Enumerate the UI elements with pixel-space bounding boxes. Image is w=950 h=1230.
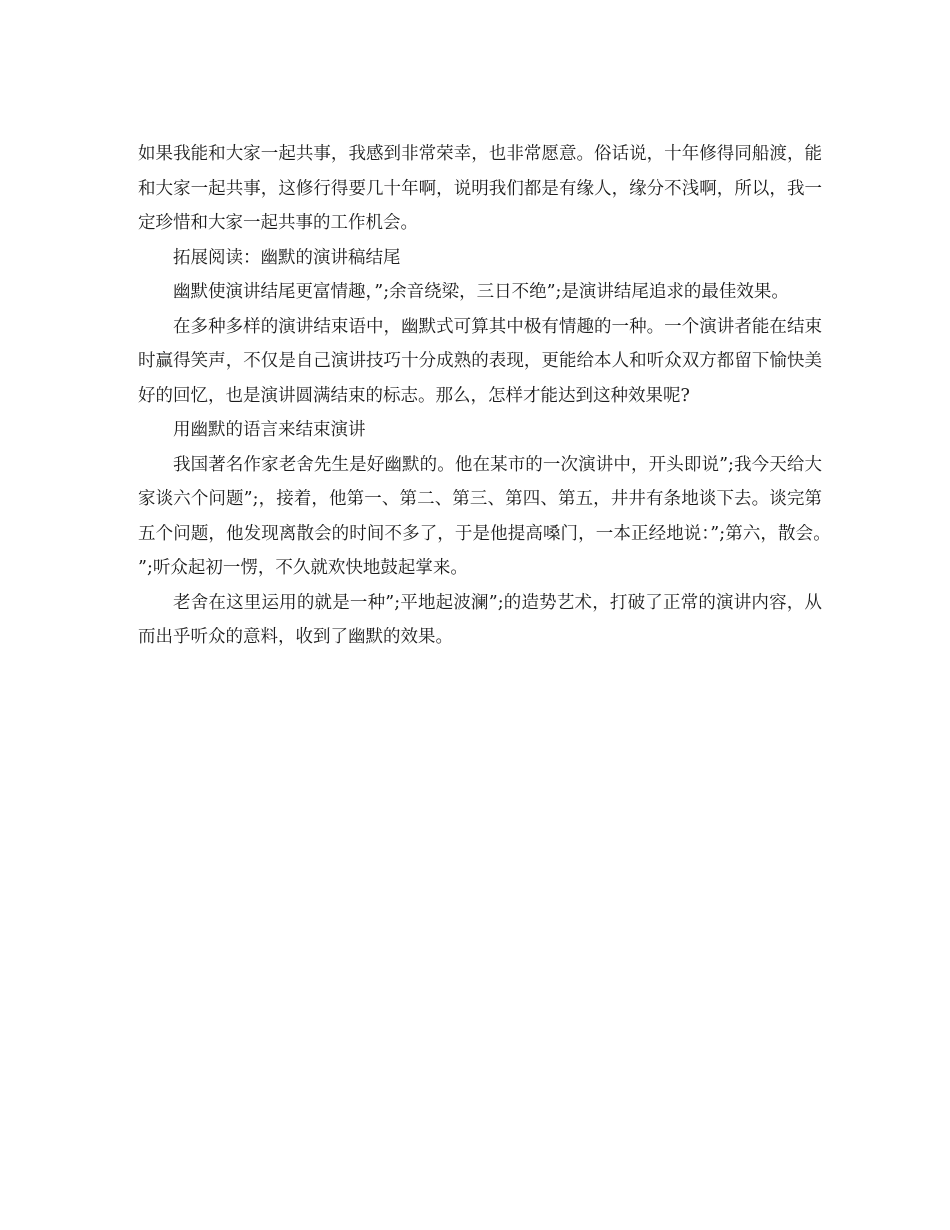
document-body — [138, 137, 822, 655]
section-heading-extended-reading: 拓展阅读：幽默的演讲稿结尾 — [173, 247, 401, 268]
paragraph-humor-ending: 在多种多样的演讲结束语中，幽默式可算其中极有情趣的一种。一个演讲者能在结束时赢得笑声，不仅是自己演讲技巧十分成熟的表现，更能给本人和听众双方都留下愉快美好的回忆，也是演讲圆满结束的标志。那么，怎样才能达到这种效果呢? — [138, 316, 822, 406]
paragraph-laoshe-analysis: 老舍在这里运用的就是一种”;平地起波澜”;的造势艺术，打破了正常的演讲内容，从而出乎听众的意料，收到了幽默的效果。 — [138, 592, 822, 647]
subheading-humorous-language: 用幽默的语言来结束演讲 — [173, 420, 366, 440]
paragraph-continuation: 如果我能和大家一起共事，我感到非常荣幸，也非常愿意。俗话说，十年修得同船渡，能和大家一起共事，这修行得要几十年啊，说明我们都是有缘人，缘分不浅啊，所以，我一定珍惜和大家一起共事的工作机会。 — [138, 144, 822, 233]
paragraph-humor-effect: 幽默使演讲结尾更富情趣，”;余音绕梁，三日不绝”;是演讲结尾追求的最佳效果。 — [173, 282, 789, 302]
paragraph-laoshe-story: 我国著名作家老舍先生是好幽默的。他在某市的一次演讲中，开头即说”;我今天给大家谈六个问题”;，接着，他第一、第二、第三、第四、第五，井井有条地谈下去。谈完第五个问题，他发现离散会的时间不多了，于是他提高嗓门，一本正经地说：”;第六，散会。”;听众起初一愣，不久就欢快地鼓起掌来。 — [138, 454, 822, 578]
